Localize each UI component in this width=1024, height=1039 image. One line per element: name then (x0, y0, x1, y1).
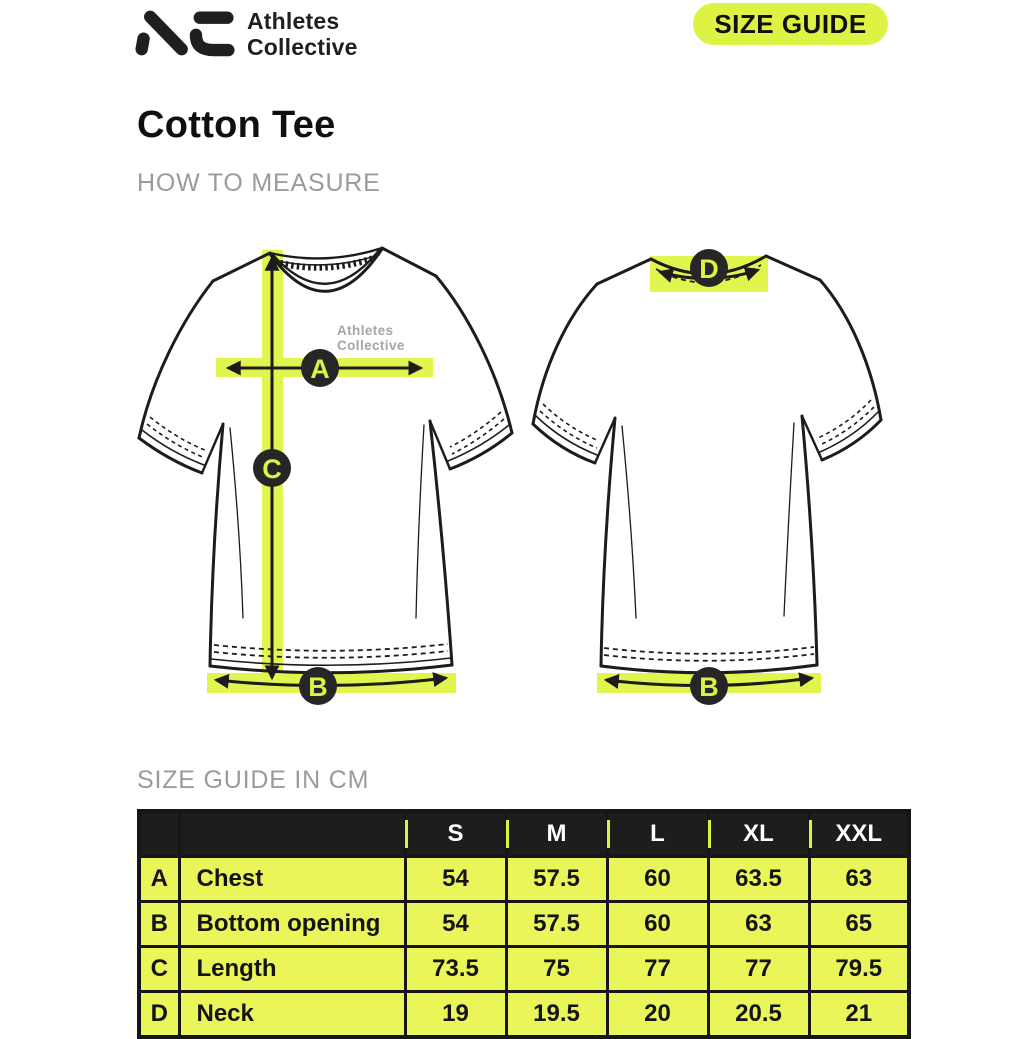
marker-neck (690, 249, 728, 287)
marker-length-letter: C (262, 454, 282, 484)
row-label-cell: Neck (179, 992, 405, 1038)
table-row-length (139, 947, 909, 992)
value-cell: 54 (405, 902, 506, 947)
row-key-cell: A (139, 857, 179, 902)
value-cell: 57.5 (506, 857, 607, 902)
size-col-header-xl: XL (708, 811, 809, 857)
size-col-header-l: L (607, 811, 708, 857)
row-key-cell: B (139, 902, 179, 947)
front-tee-illustration (139, 248, 512, 705)
value-cell: 20 (607, 992, 708, 1038)
brand-name-line2: Collective (247, 34, 358, 60)
value-cell: 60 (607, 902, 708, 947)
brand-logo (135, 7, 358, 60)
row-label-cell: Bottom opening (179, 902, 405, 947)
back-tee-illustration (533, 249, 881, 705)
size-col-header-s: S (405, 811, 506, 857)
row-label-cell: Chest (179, 857, 405, 902)
brand-name (247, 7, 358, 60)
value-cell: 21 (809, 992, 909, 1038)
measurement-diagram (0, 228, 1024, 728)
value-cell: 77 (607, 947, 708, 992)
front-watermark-line1: Athletes (337, 323, 394, 338)
value-cell: 63 (708, 902, 809, 947)
table-row-chest (139, 857, 909, 902)
brand-name-line1: Athletes (247, 8, 340, 34)
marker-bottom-front-letter: B (308, 672, 328, 702)
ac-monogram-icon (135, 7, 235, 57)
value-cell: 79.5 (809, 947, 909, 992)
table-row-bottom-opening (139, 902, 909, 947)
value-cell: 65 (809, 902, 909, 947)
row-key-cell: D (139, 992, 179, 1038)
size-table-header-row (139, 811, 909, 857)
size-col-header-m: M (506, 811, 607, 857)
header-spacer-label (179, 811, 405, 857)
how-to-measure-heading: HOW TO MEASURE (137, 169, 381, 197)
value-cell: 73.5 (405, 947, 506, 992)
value-cell: 63 (809, 857, 909, 902)
marker-bottom-back (690, 667, 728, 705)
front-watermark-line2: Collective (337, 338, 405, 353)
value-cell: 60 (607, 857, 708, 902)
marker-bottom-back-letter: B (699, 672, 719, 702)
value-cell: 75 (506, 947, 607, 992)
value-cell: 20.5 (708, 992, 809, 1038)
marker-chest-letter: A (310, 354, 330, 384)
value-cell: 54 (405, 857, 506, 902)
value-cell: 19.5 (506, 992, 607, 1038)
size-table (137, 809, 911, 1039)
marker-length (253, 449, 291, 487)
row-label-cell: Length (179, 947, 405, 992)
marker-bottom-front (299, 667, 337, 705)
size-col-header-xxl: XXL (809, 811, 909, 857)
marker-chest (301, 349, 339, 387)
value-cell: 77 (708, 947, 809, 992)
value-cell: 57.5 (506, 902, 607, 947)
value-cell: 63.5 (708, 857, 809, 902)
header-spacer-key (139, 811, 179, 857)
table-row-neck (139, 992, 909, 1038)
row-key-cell: C (139, 947, 179, 992)
size-table-heading: SIZE GUIDE IN CM (137, 766, 370, 794)
size-guide-badge: SIZE GUIDE (693, 3, 888, 45)
value-cell: 19 (405, 992, 506, 1038)
marker-neck-letter: D (699, 254, 719, 284)
product-title: Cotton Tee (137, 104, 336, 146)
